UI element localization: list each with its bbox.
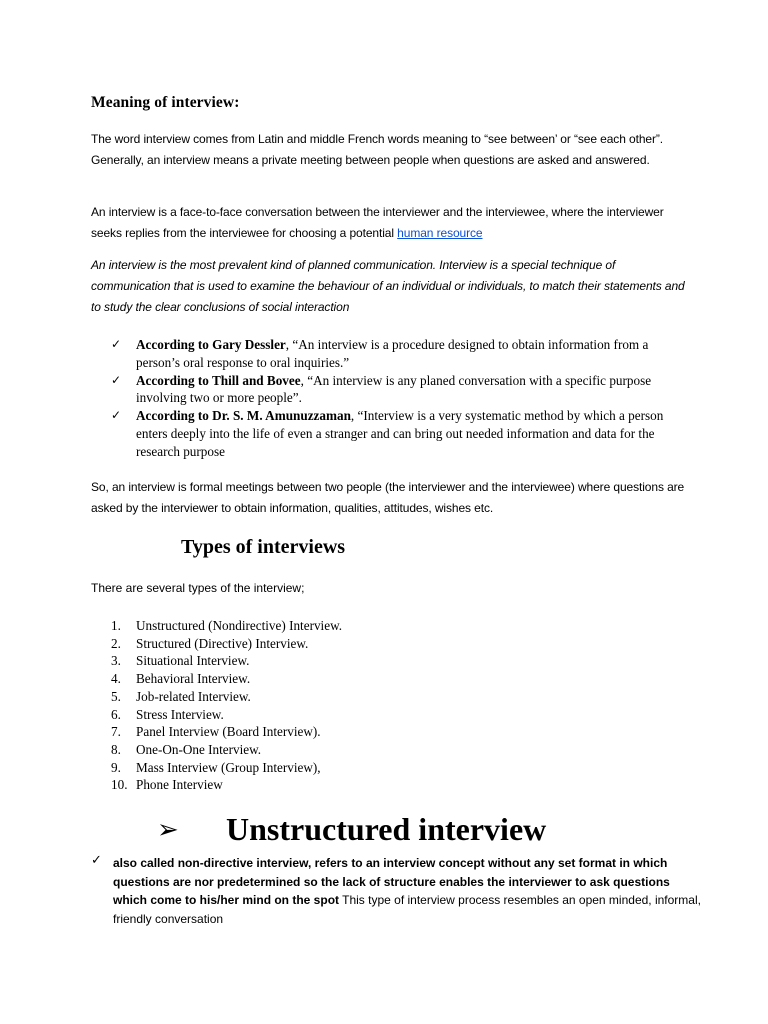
list-item-label: Panel Interview (Board Interview).: [136, 724, 321, 740]
unstructured-normal-text: This type of interview process resembles an open minded, informal, friendly conversation: [113, 893, 701, 926]
definition-quote: , “Interview is a very systematic method by which a person enters deeply into the life of even a stranger and can bring out needed information and data for the research purpose: [136, 408, 664, 459]
list-item-label: Situational Interview.: [136, 653, 250, 669]
definition-author: According to Gary Dessler: [136, 337, 286, 352]
paragraph-definition: [91, 202, 691, 244]
list-item-number: 1.: [111, 618, 121, 633]
interview-types-list: [111, 617, 342, 794]
checkmark-icon: ✓: [111, 408, 122, 423]
list-item-number: 2.: [111, 635, 121, 651]
definitions-list: [111, 336, 691, 461]
list-item: [111, 741, 342, 759]
list-item-label: Behavioral Interview.: [136, 671, 251, 687]
arrow-bullet-icon: ➢: [157, 815, 179, 845]
paragraph-definition-text: An interview is a face-to-face conversation between the interviewer and the interviewee, where the interviewer seeks replies from the interviewee for choosing a potential: [91, 205, 664, 240]
definition-author: According to Dr. S. M. Amunuzzaman: [136, 408, 351, 424]
section-heading-unstructured: Unstructured interview: [226, 811, 547, 847]
definition-quote: , “An interview is any planed conversation with a specific purpose involving two or more people”.: [136, 372, 652, 406]
list-item-number: 8.: [111, 741, 121, 757]
list-item-label: One-On-One Interview.: [136, 741, 262, 757]
checkmark-icon: ✓: [111, 337, 122, 351]
paragraph-summary: So, an interview is formal meetings between two people (the interviewer and the interviewee) where questions are asked by the interviewer to obtain information, qualities, attitudes, wishes etc.: [91, 480, 685, 515]
paragraph-etymology: The word interview comes from Latin and middle French words meaning to “see between’ or “see each other”. Generally, an interview means a private meeting between people when questions are asked and answered.: [91, 132, 663, 167]
unstructured-bold-text: also called non-directive interview, refers to an interview concept without any set format in which questions are nor predetermined so the lack of structure enables the interviewer to ask questions which come to his/her mind on the spot: [113, 856, 670, 907]
human-resource-link[interactable]: human resource: [397, 226, 483, 240]
section-heading-types: Types of interviews: [181, 536, 346, 558]
list-item-number: 3.: [111, 653, 121, 669]
definition-item-amunuzzaman: [111, 407, 691, 460]
list-item: [111, 670, 342, 688]
definition-item-thill-bovee: [111, 372, 691, 408]
list-item: [111, 635, 342, 653]
definition-author: According to Thill and Bovee: [136, 372, 301, 388]
list-item: [111, 776, 342, 794]
list-item-number: 6.: [111, 706, 121, 722]
list-item-label: Phone Interview: [136, 777, 223, 793]
checkmark-icon: ✓: [111, 372, 122, 387]
checkmark-icon: ✓: [91, 853, 102, 868]
section-heading-meaning: Meaning of interview:: [91, 94, 240, 111]
list-item-number: 10.: [111, 777, 128, 793]
definition-quote: , “An interview is a procedure designed to obtain information from a person’s oral response to oral inquiries.”: [136, 337, 649, 370]
list-item: [111, 652, 342, 670]
types-intro-text: There are several types of the interview;: [91, 581, 305, 595]
list-item-number: 9.: [111, 759, 121, 775]
list-item-label: Mass Interview (Group Interview),: [136, 759, 321, 775]
definition-item-dessler: [111, 336, 691, 372]
list-item-label: Structured (Directive) Interview.: [136, 635, 309, 651]
list-item: [111, 688, 342, 706]
list-item-number: 7.: [111, 724, 121, 740]
list-item-number: 5.: [111, 688, 121, 704]
list-item-label: Unstructured (Nondirective) Interview.: [136, 618, 343, 633]
list-item: [111, 617, 342, 635]
list-item-number: 4.: [111, 671, 121, 687]
list-item-label: Job-related Interview.: [136, 688, 251, 704]
list-item: [111, 759, 342, 777]
list-item: [111, 706, 342, 724]
list-item-label: Stress Interview.: [136, 706, 224, 722]
list-item: [111, 723, 342, 741]
paragraph-communication: An interview is the most prevalent kind of planned communication. Interview is a special technique of communication that is used to examine the behaviour of an individual or individuals, to match their statements and to study the clear conclusions of social interaction: [91, 258, 685, 314]
unstructured-description: [113, 854, 703, 928]
